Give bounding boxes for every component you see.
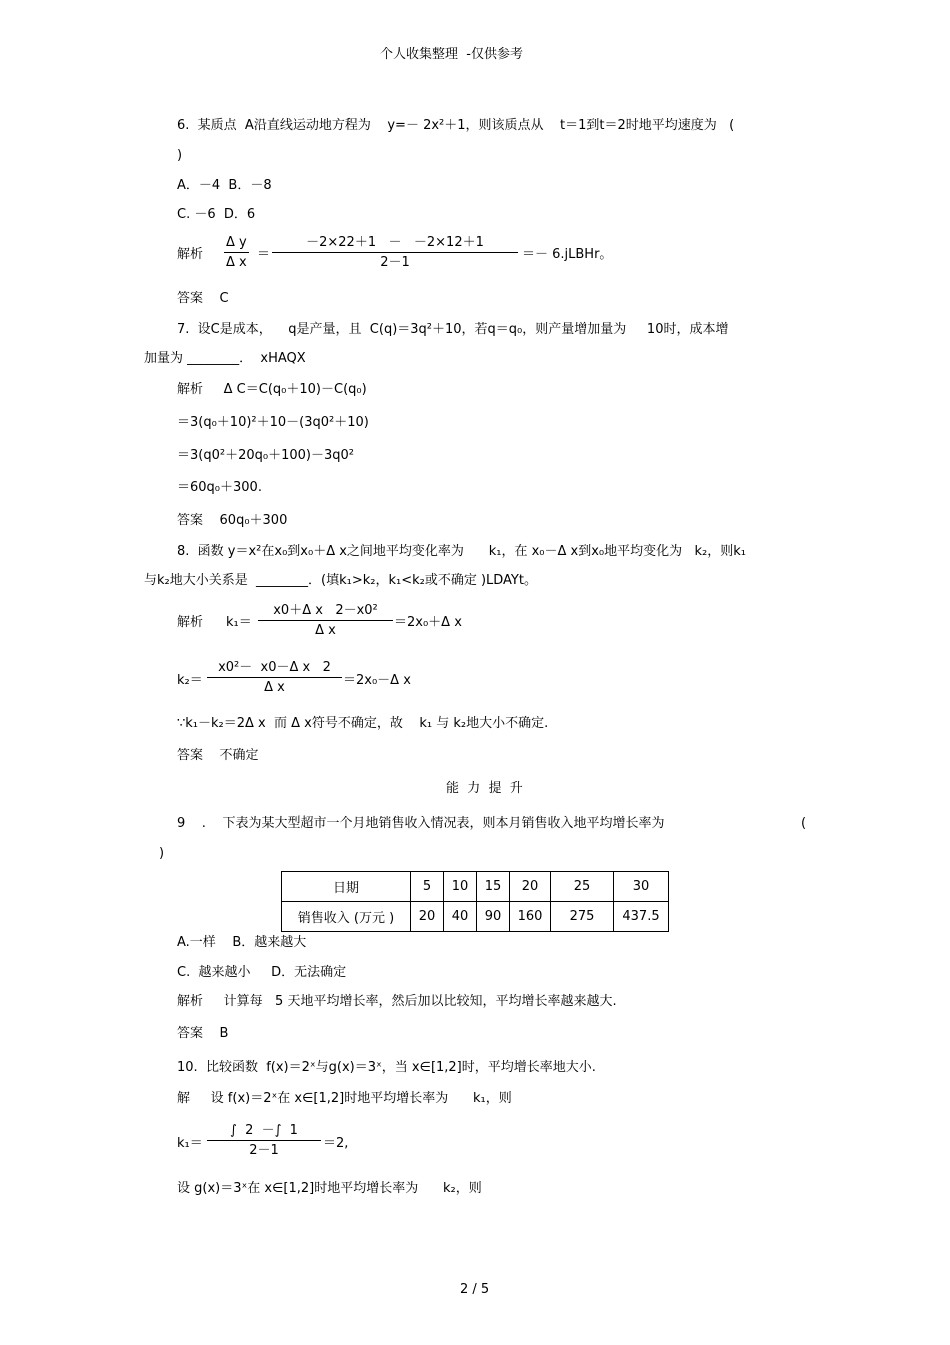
table-cell: 30 <box>614 872 669 902</box>
q10-k1-lhs: k₁＝ <box>177 1136 203 1151</box>
q6-equals: ＝ <box>257 247 271 262</box>
q9-paren-open: ( <box>801 816 807 831</box>
q7-step3: ＝3(q0²＋20q₀＋100)－3q0² <box>177 448 354 463</box>
table-cell: 20 <box>411 902 444 932</box>
q10-solve2: 设 g(x)＝3ˣ在 x∈[1,2]时地平均增长率为 k₂，则 <box>177 1181 482 1196</box>
q9-paren-close: ) <box>159 846 165 861</box>
q8-k1-denominator: Δ x <box>315 623 336 638</box>
q8-stem-line1: 8. 函数 y＝x²在x₀到x₀＋Δ x之间地平均变化率为 k₁，在 x₀－Δ x到x₀地平均变化为 k₂，则k₁ <box>177 544 746 559</box>
q10-k1-rhs: ＝2, <box>323 1136 349 1151</box>
table-cell: 5 <box>411 872 444 902</box>
q8-k2-rhs: ＝2x₀－Δ x <box>343 673 411 688</box>
q7-step4: ＝60q₀＋300. <box>177 480 262 495</box>
q10-k1-denominator: 2－1 <box>249 1143 279 1158</box>
q6-answer: 答案 C <box>177 291 229 306</box>
table-cell: 25 <box>551 872 614 902</box>
table-cell: 90 <box>477 902 510 932</box>
table-cell: 40 <box>444 902 477 932</box>
q6-frac2-denominator: 2－1 <box>380 255 410 270</box>
q6-jiexi-label: 解析 <box>177 247 204 262</box>
q8-answer: 答案 不确定 <box>177 748 259 763</box>
section-title: 能 力 提 升 <box>446 781 523 796</box>
q6-options-cd: C. －6 D．6 <box>177 207 256 222</box>
q7-step2: ＝3(q₀＋10)²＋10－(3q0²＋10) <box>177 415 369 430</box>
q10-solve1: 解 设 f(x)＝2ˣ在 x∈[1,2]时地平均增长率为 k₁，则 <box>177 1091 512 1106</box>
q8-stem-line2: 与k₂地大小关系是 ________．(填k₁>k₂，k₁<k₂或不确定 )LDAYt。 <box>144 573 537 588</box>
page-number: 2 / 5 <box>460 1282 490 1297</box>
table-cell: 437.5 <box>614 902 669 932</box>
q7-stem-line2: 加量为 ________． xHAQX <box>144 351 306 366</box>
q9-answer: 答案 B <box>177 1026 229 1041</box>
table-cell: 10 <box>444 872 477 902</box>
q7-step1: 解析 Δ C＝C(q₀＋10)－C(q₀) <box>177 382 367 397</box>
q6-frac2-numerator: －2×22＋1 － －2×12＋1 <box>272 236 518 253</box>
table-cell: 日期 <box>282 872 411 902</box>
table-row <box>282 902 669 932</box>
q8-jiexi-label: 解析 <box>177 615 204 630</box>
q9-jiexi: 解析 计算每 5 天地平均增长率，然后加以比较知，平均增长率越来越大. <box>177 994 617 1009</box>
q8-k1-rhs: ＝2x₀＋Δ x <box>394 615 462 630</box>
q9-options-cd: C. 越来越小 D．无法确定 <box>177 965 347 980</box>
q9-stem: 9 . 下表为某大型超市一个月地销售收入情况表，则本月销售收入地平均增长率为 <box>177 816 665 831</box>
q10-stem: 10. 比较函数 f(x)＝2ˣ与g(x)＝3ˣ，当 x∈[1,2]时，平均增长率地大小. <box>177 1060 596 1075</box>
q6-paren: ) <box>177 148 183 163</box>
q8-k1-fraction <box>258 604 393 637</box>
q8-k1-lhs: k₁＝ <box>226 615 252 630</box>
q8-k1-numerator: x0＋Δ x 2－x0² <box>258 604 393 621</box>
q6-fraction-main <box>272 236 518 269</box>
q8-k2-numerator: x0²－ x0－Δ x 2 <box>207 661 342 678</box>
table-cell: 160 <box>510 902 551 932</box>
page-header: 个人收集整理 -仅供参考 <box>380 47 523 62</box>
q10-k1-numerator: ∫ 2 －∫ 1 <box>207 1124 321 1141</box>
table-row <box>282 872 669 902</box>
q8-k2-lhs: k₂＝ <box>177 673 203 688</box>
q6-fraction-dy-dx <box>224 236 249 269</box>
q8-k2-denominator: Δ x <box>264 680 285 695</box>
q8-k2-fraction <box>207 661 342 694</box>
q10-k1-fraction <box>207 1124 321 1157</box>
sales-table <box>281 871 669 932</box>
table-cell: 275 <box>551 902 614 932</box>
q6-options-ab: A．－4 B．－8 <box>177 178 272 193</box>
q6-frac1-denominator: Δ x <box>226 255 247 270</box>
q7-stem-line1: 7. 设C是成本， q是产量，且 C(q)＝3q²＋10，若q＝q₀，则产量增加量为 10时，成本增 <box>177 322 729 337</box>
q6-result: ＝－ 6.jLBHr。 <box>522 247 613 262</box>
q8-because: ∵k₁－k₂＝2Δ x 而 Δ x符号不确定，故 k₁ 与 k₂地大小不确定. <box>177 716 549 731</box>
table-cell: 销售收入 (万元 ) <box>282 902 411 932</box>
q6-frac1-numerator: Δ y <box>224 236 249 253</box>
table-cell: 20 <box>510 872 551 902</box>
q7-answer: 答案 60q₀＋300 <box>177 513 288 528</box>
table-cell: 15 <box>477 872 510 902</box>
q6-stem: 6. 某质点 A沿直线运动地方程为 y=－ 2x²＋1，则该质点从 t＝1到t＝2时地平均速度为 ( <box>177 118 735 133</box>
q9-options-ab: A.一样 B．越来越大 <box>177 935 307 950</box>
